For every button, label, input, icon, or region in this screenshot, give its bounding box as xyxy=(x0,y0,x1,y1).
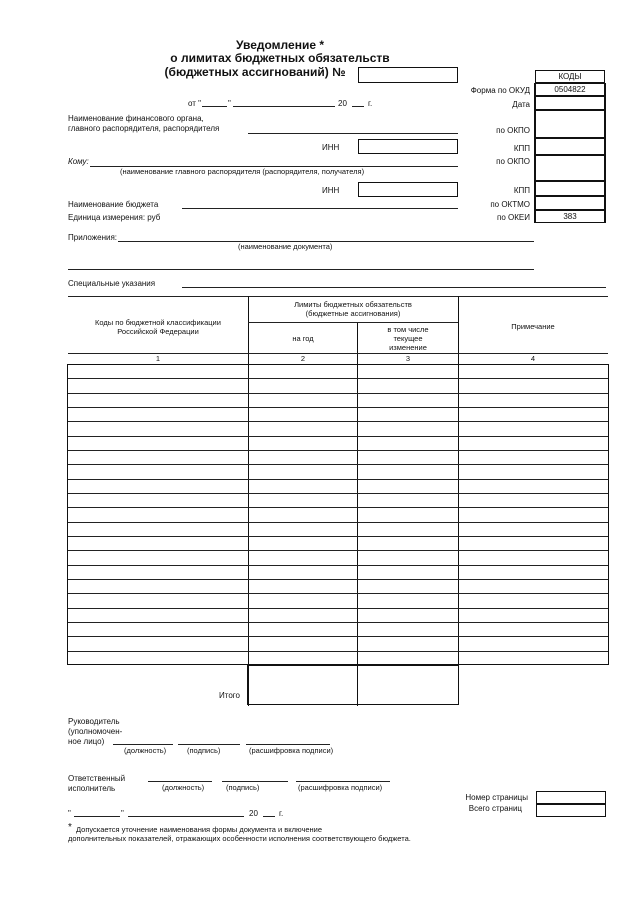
table-row[interactable] xyxy=(68,565,608,566)
table-body-box xyxy=(67,364,609,665)
budget-name-label: Наименование бюджета xyxy=(68,200,159,209)
table-row[interactable] xyxy=(68,622,608,623)
sign-date-quote1: " xyxy=(68,809,71,818)
footnote-line2: дополнительных показателей, отражающих особенности исполнения соответствующего бюджета. xyxy=(68,834,411,843)
table-row[interactable] xyxy=(68,493,608,494)
head-position-line[interactable] xyxy=(113,744,173,745)
sign-date-day-line[interactable] xyxy=(74,816,120,817)
kpp1-cell[interactable] xyxy=(535,138,605,155)
exec-position-caption: (должность) xyxy=(162,783,205,792)
table-row[interactable] xyxy=(68,378,608,379)
oktmo-cell[interactable] xyxy=(535,196,605,210)
table-row[interactable] xyxy=(68,522,608,523)
attachments-line-2[interactable] xyxy=(68,269,534,270)
sign-date-year-line[interactable] xyxy=(263,816,275,817)
head-signature-line[interactable] xyxy=(178,744,240,745)
exec-signature-line[interactable] xyxy=(222,781,288,782)
okpo2-cell[interactable] xyxy=(535,155,605,181)
date-from-label: от " xyxy=(188,99,201,108)
head-label-1: Руководитель xyxy=(68,717,120,726)
head-decoding-line[interactable] xyxy=(246,744,330,745)
notice-number-box[interactable] xyxy=(358,67,458,83)
sign-date-g: г. xyxy=(279,809,284,818)
okpo1-cell[interactable] xyxy=(535,110,605,138)
inn1-label: ИНН xyxy=(322,143,340,152)
special-label: Специальные указания xyxy=(68,279,156,288)
limits-header-rule xyxy=(248,322,458,323)
col3-header-line3: изменение xyxy=(389,343,427,352)
title-line3: (бюджетных ассигнований) № xyxy=(164,65,346,79)
head-signature-caption: (подпись) xyxy=(187,746,221,755)
date-year-line[interactable] xyxy=(352,106,364,107)
inn2-box[interactable] xyxy=(358,182,458,197)
col4-header: Примечание xyxy=(511,322,555,331)
limits-header-line2: (бюджетные ассигнования) xyxy=(305,309,401,318)
table-row[interactable] xyxy=(68,579,608,580)
okei-value: 383 xyxy=(563,212,577,221)
fin-org-line[interactable] xyxy=(248,133,458,134)
kpp1-label: КПП xyxy=(513,144,530,153)
limits-header xyxy=(250,300,456,318)
okud-cell xyxy=(535,83,605,96)
exec-decoding-line[interactable] xyxy=(296,781,390,782)
limits-header-line1: Лимиты бюджетных обязательств xyxy=(294,300,412,309)
total-label: Итого xyxy=(219,691,240,700)
footnote-star: * xyxy=(68,822,72,833)
okpo2-label: по ОКПО xyxy=(496,157,530,166)
exec-position-line[interactable] xyxy=(148,781,212,782)
okei-cell xyxy=(535,210,605,223)
okud-label: Форма по ОКУД xyxy=(470,86,530,95)
fin-org-label-2: главного распорядителя, распорядителя xyxy=(68,124,220,133)
inn2-label: ИНН xyxy=(322,186,340,195)
table-row[interactable] xyxy=(68,464,608,465)
kpp2-cell[interactable] xyxy=(535,181,605,196)
table-row[interactable] xyxy=(68,536,608,537)
head-decoding-caption: (расшифровка подписи) xyxy=(249,746,334,755)
col3-header xyxy=(359,325,457,352)
table-row[interactable] xyxy=(68,450,608,451)
footnote-line1: Допускается уточнение наименования формы документа и включение xyxy=(76,825,323,834)
okpo1-label: по ОКПО xyxy=(496,126,530,135)
table-row[interactable] xyxy=(68,393,608,394)
codes-header: КОДЫ xyxy=(558,72,582,81)
attachments-label: Приложения: xyxy=(68,233,118,242)
col1-number: 1 xyxy=(155,354,161,363)
executor-label-2: исполнитель xyxy=(68,784,116,793)
exec-decoding-caption: (расшифровка подписи) xyxy=(298,783,383,792)
date-code-label: Дата xyxy=(512,100,530,109)
table-row[interactable] xyxy=(68,608,608,609)
attachments-caption: (наименование документа) xyxy=(238,242,333,251)
total-pages-box[interactable] xyxy=(536,804,606,817)
budget-name-line[interactable] xyxy=(182,208,458,209)
date-day-line[interactable] xyxy=(202,106,227,107)
head-position-caption: (должность) xyxy=(124,746,167,755)
exec-signature-caption: (подпись) xyxy=(226,783,260,792)
sign-date-year: 20 xyxy=(249,809,258,818)
unit-label: Единица измерения: руб xyxy=(68,213,161,222)
executor-label-1: Ответственный xyxy=(68,774,126,783)
date-code-cell[interactable] xyxy=(535,96,605,110)
to-label: Кому: xyxy=(68,157,89,166)
date-year-suffix: г. xyxy=(368,99,373,108)
col1-header-line1: Коды по бюджетной классификации xyxy=(95,318,221,327)
codes-header-cell xyxy=(535,70,605,83)
col3-header-line1: в том числе xyxy=(387,325,429,334)
table-row[interactable] xyxy=(68,550,608,551)
table-row[interactable] xyxy=(68,407,608,408)
okud-value: 0504822 xyxy=(554,85,586,94)
kpp2-label: КПП xyxy=(513,186,530,195)
col2-number: 2 xyxy=(300,354,306,363)
to-caption: (наименование главного распорядителя (распорядителя, получателя) xyxy=(120,167,365,176)
page-number-label: Номер страницы xyxy=(465,793,528,802)
date-month-line[interactable] xyxy=(233,106,335,107)
head-label-2: (уполномочен- xyxy=(68,727,123,736)
page-number-box[interactable] xyxy=(536,791,606,804)
date-year-prefix: 20 xyxy=(338,99,347,108)
table-row[interactable] xyxy=(68,436,608,437)
col1-header-line2: Российской Федерации xyxy=(117,327,199,336)
oktmo-label: по ОКТМО xyxy=(490,200,530,209)
sign-date-month-line[interactable] xyxy=(128,816,244,817)
col3-number: 3 xyxy=(405,354,411,363)
table-row[interactable] xyxy=(68,421,608,422)
table-top-rule xyxy=(68,296,608,297)
title-line1: Уведомление * xyxy=(235,38,324,52)
col3-header-line2: текущее xyxy=(393,334,423,343)
table-row[interactable] xyxy=(68,651,608,652)
sign-date-quote2: " xyxy=(121,809,124,818)
inn1-box[interactable] xyxy=(358,139,458,154)
col2-header: на год xyxy=(292,334,314,343)
special-line[interactable] xyxy=(182,287,606,288)
table-row[interactable] xyxy=(68,479,608,480)
head-label-3: ное лицо) xyxy=(68,737,105,746)
date-quote: " xyxy=(228,99,231,108)
col4-number: 4 xyxy=(530,354,536,363)
total-box[interactable] xyxy=(247,665,459,705)
table-row[interactable] xyxy=(68,593,608,594)
total-pages-label: Всего страниц xyxy=(468,804,522,813)
table-row[interactable] xyxy=(68,636,608,637)
okei-label: по ОКЕИ xyxy=(497,213,530,222)
title-line2: о лимитах бюджетных обязательств xyxy=(170,51,390,65)
fin-org-label-1: Наименование финансового органа, xyxy=(68,114,204,123)
table-row[interactable] xyxy=(68,507,608,508)
col1-header xyxy=(70,318,246,336)
